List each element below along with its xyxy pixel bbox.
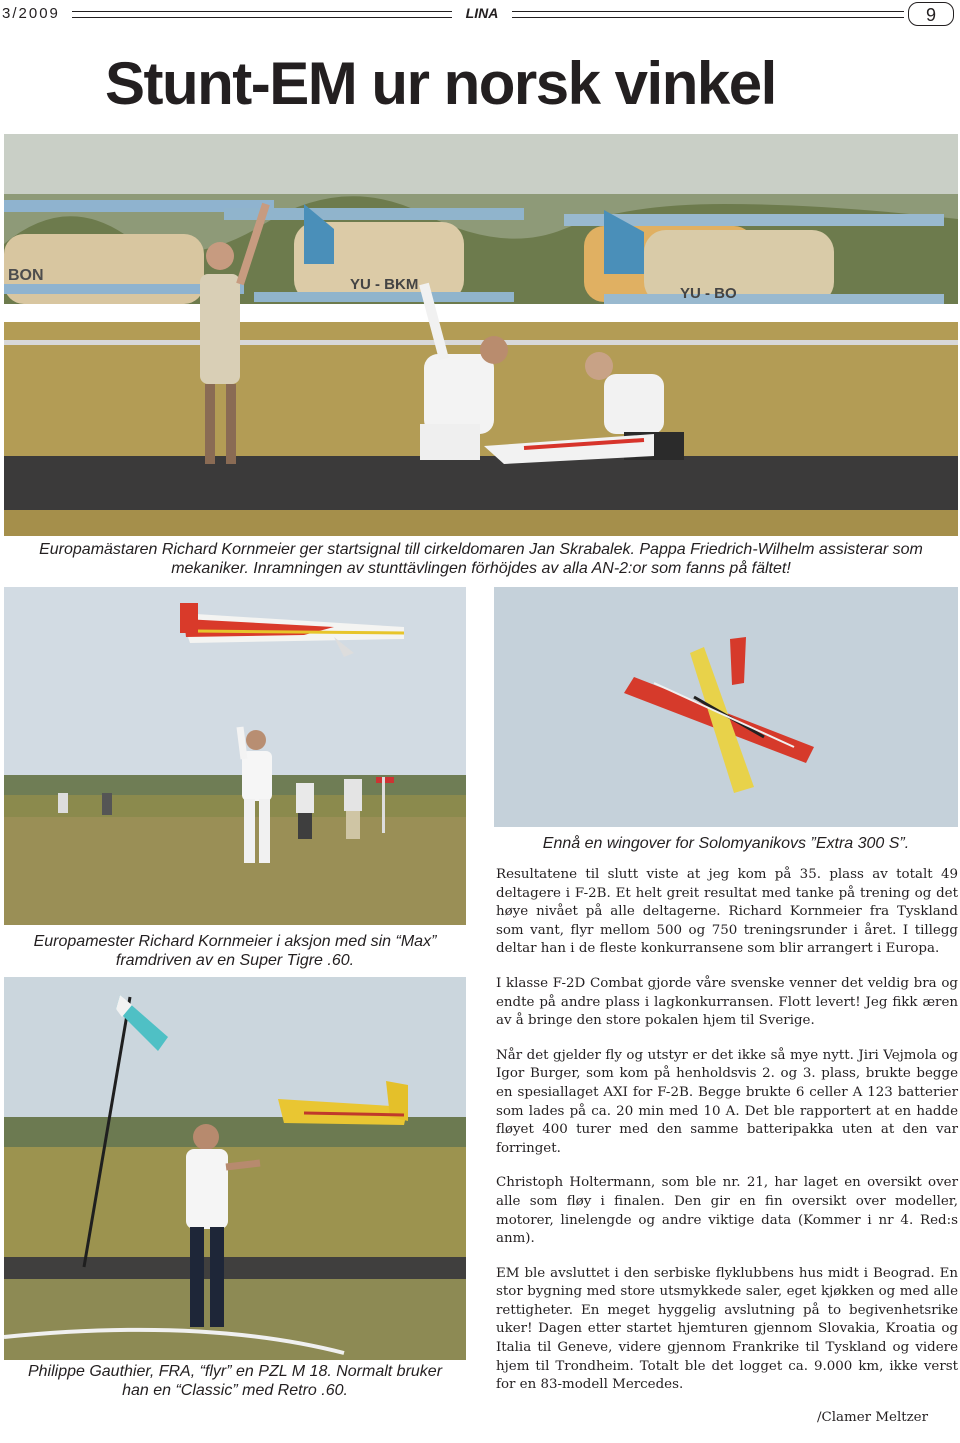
caption-left-bottom-line1: Philippe Gauthier, FRA, “flyr” en PZL M 18. Normalt bruker [27,1363,443,1380]
caption-left-bottom-line2: han en “Classic” med Retro .60. [122,1382,348,1399]
header-rule-right [512,8,904,22]
caption-left-middle-line1: Europamester Richard Kornmeier i aksjon med sin “Max” [33,933,437,950]
article-paragraph: Christoph Holtermann, som ble nr. 21, har laget en oversikt over alle som fløy i finalen. Den gir en fin oversikt over modeller, motorer, linelengde og andre viktige data (Kommer i nr 4. Red:s anm). [496,1175,958,1247]
caption-top-line2: mekaniker. Inramningen av stunttävlingen förhöjdes av alla AN-2:or som fanns på fältet! [171,560,791,577]
photo-extra300s-wingover [494,587,958,827]
headline: Stunt-EM ur norsk vinkel [105,50,776,117]
issue-number: 3/2009 [2,5,60,22]
page-number: 9 [908,2,954,26]
article-paragraph: EM ble avsluttet i den serbiske flyklubbens hus midt i Beograd. En stor bygning med store utsmykkede saler, eget kjøkken og med alle rettigheter. En meget hyggelig avslutning på to begivenhetsrike uker! Dagen etter startet hjemturen gjennom Slovakia, Kroatia og Italia til Geneve, videre gjennom Frankrike til Tyskland og videre hjem til Trondheim. Totalt ble det logget ca. 9.000 km, ikke verst for en 83-modell Mercedes. [496,1265,958,1393]
photo-kornmeier-flying [4,587,466,925]
registration-text: BON [8,267,44,284]
magazine-logo: LINA [458,4,506,22]
photo-gauthier-flying [4,977,466,1360]
registration-text: YU - BKM [350,276,419,293]
registration-text: YU - BO [680,285,737,302]
header-rule-left [72,8,452,22]
article-paragraph: Når det gjelder fly og utstyr er det ikke så mye nytt. Jiri Vejmola og Igor Burger, som kom på henholdsvis 2. og 3. plass, brukte begge en spesiallaget AXI for F-2B. Begge brukte 6 celler A 123 batterier som lades på ca. 20 min med 10 A. Det ble rapportert at en hadde fløyet 400 turer med den samme batteripakka uten at den var forringet. [496,1047,958,1156]
article-body [496,866,958,1443]
article-paragraph: I klasse F-2D Combat gjorde våre svenske venner det veldig bra og endte på andre plass i lagkonkurransen. Flott levert! Jeg fikk æren av å bringe den store pokalen hjem til Sverige. [496,975,958,1029]
photo-top-airfield [4,134,958,536]
article-paragraph: Resultatene til slutt viste at jeg kom på 35. plass av totalt 49 deltagere i F-2B. Et helt greit resultat med tanke på trening og det høye nivået på alle deltagerne. Richard Kornmeier fra Tyskland som vant, flyr mellom 500 og 750 treningsrunder i året. I tillegg deltar han i de fleste konkurransene som blir arrangert i Europa. [496,867,958,957]
caption-left-middle-line2: framdriven av en Super Tigre .60. [115,952,355,969]
caption-top-line1: Europamästaren Richard Kornmeier ger startsignal till cirkeldomaren Jan Skrabalek. Pappa Friedrich-Wilhelm assisterar som [39,541,923,558]
author-signature: /Clamer Meltzer [817,1409,928,1425]
caption-right-middle: Ennå en wingover for Solomyanikovs ”Extra 300 S”. [542,835,910,852]
